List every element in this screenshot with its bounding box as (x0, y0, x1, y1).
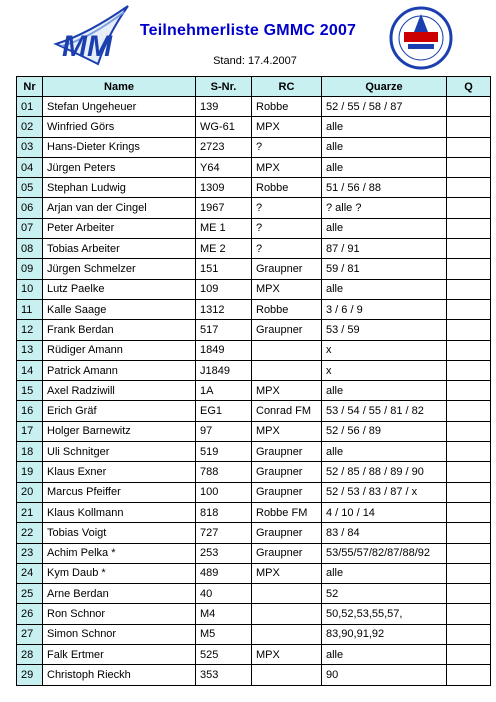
cell-nr: 15 (17, 381, 43, 401)
cell-nr: 20 (17, 482, 43, 502)
cell-nr: 17 (17, 421, 43, 441)
cell-snr: 727 (196, 523, 252, 543)
cell-rc: ? (252, 137, 322, 157)
cell-rc: Robbe (252, 97, 322, 117)
cell-rc: MPX (252, 157, 322, 177)
cell-quarze: 52 / 53 / 83 / 87 / x (322, 482, 447, 502)
table-row (17, 97, 491, 117)
cell-nr: 28 (17, 645, 43, 665)
col-snr: S-Nr. (196, 77, 252, 97)
cell-q (447, 178, 491, 198)
cell-quarze: alle (322, 645, 447, 665)
cell-quarze: 90 (322, 665, 447, 685)
table-row (17, 401, 491, 421)
table-row (17, 218, 491, 238)
cell-rc: Graupner (252, 462, 322, 482)
cell-name: Rüdiger Amann (43, 340, 196, 360)
cell-name: Lutz Paelke (43, 279, 196, 299)
cell-snr: M5 (196, 624, 252, 644)
cell-q (447, 198, 491, 218)
cell-nr: 05 (17, 178, 43, 198)
cell-nr: 23 (17, 543, 43, 563)
cell-rc: Graupner (252, 442, 322, 462)
table-row (17, 381, 491, 401)
cell-quarze: alle (322, 381, 447, 401)
cell-rc (252, 340, 322, 360)
cell-nr: 18 (17, 442, 43, 462)
cell-nr: 10 (17, 279, 43, 299)
cell-rc: Robbe FM (252, 502, 322, 522)
cell-name: Arjan van der Cingel (43, 198, 196, 218)
cell-quarze: 53 / 59 (322, 320, 447, 340)
cell-nr: 07 (17, 218, 43, 238)
cell-name: Falk Ertmer (43, 645, 196, 665)
col-quarze: Quarze (322, 77, 447, 97)
cell-snr: ME 1 (196, 218, 252, 238)
cell-name: Winfried Görs (43, 117, 196, 137)
cell-q (447, 239, 491, 259)
cell-name: Jürgen Schmelzer (43, 259, 196, 279)
table-row (17, 665, 491, 685)
cell-quarze: alle (322, 137, 447, 157)
cell-snr: 818 (196, 502, 252, 522)
table-row (17, 117, 491, 137)
cell-snr: 40 (196, 584, 252, 604)
cell-snr: 525 (196, 645, 252, 665)
cell-nr: 12 (17, 320, 43, 340)
cell-rc: Graupner (252, 320, 322, 340)
cell-quarze: alle (322, 117, 447, 137)
table-row (17, 563, 491, 583)
cell-quarze: 53 / 54 / 55 / 81 / 82 (322, 401, 447, 421)
cell-rc: Conrad FM (252, 401, 322, 421)
cell-rc: MPX (252, 563, 322, 583)
cell-q (447, 279, 491, 299)
cell-name: Simon Schnor (43, 624, 196, 644)
table-row (17, 239, 491, 259)
cell-snr: 788 (196, 462, 252, 482)
cell-rc: ? (252, 218, 322, 238)
cell-quarze: 59 / 81 (322, 259, 447, 279)
cell-nr: 14 (17, 360, 43, 380)
cell-name: Klaus Kollmann (43, 502, 196, 522)
cell-nr: 26 (17, 604, 43, 624)
cell-snr: J1849 (196, 360, 252, 380)
cell-name: Stefan Ungeheuer (43, 97, 196, 117)
cell-snr: 519 (196, 442, 252, 462)
col-q: Q (447, 77, 491, 97)
micro-magic-cup-logo (384, 6, 458, 70)
cell-quarze: 52 / 85 / 88 / 89 / 90 (322, 462, 447, 482)
cell-nr: 19 (17, 462, 43, 482)
table-row (17, 279, 491, 299)
cell-rc: MPX (252, 117, 322, 137)
cell-q (447, 259, 491, 279)
cell-quarze: 87 / 91 (322, 239, 447, 259)
cell-rc: Graupner (252, 523, 322, 543)
cell-snr: 1312 (196, 299, 252, 319)
table-row (17, 198, 491, 218)
cell-snr: M4 (196, 604, 252, 624)
cell-name: Erich Gräf (43, 401, 196, 421)
table-row (17, 320, 491, 340)
table-row (17, 259, 491, 279)
cell-snr: 1849 (196, 340, 252, 360)
table-row (17, 340, 491, 360)
cell-rc (252, 584, 322, 604)
cell-q (447, 624, 491, 644)
cell-snr: 1967 (196, 198, 252, 218)
cell-name: Stephan Ludwig (43, 178, 196, 198)
cell-nr: 24 (17, 563, 43, 583)
cell-q (447, 523, 491, 543)
cell-rc: ? (252, 198, 322, 218)
table-row (17, 360, 491, 380)
logo-letters: MM (62, 30, 112, 63)
cell-nr: 21 (17, 502, 43, 522)
cell-name: Patrick Amann (43, 360, 196, 380)
cell-rc (252, 665, 322, 685)
cell-quarze: x (322, 360, 447, 380)
cell-snr: 139 (196, 97, 252, 117)
table-row (17, 624, 491, 644)
cell-q (447, 584, 491, 604)
cell-nr: 13 (17, 340, 43, 360)
table-row (17, 604, 491, 624)
cell-quarze: 53/55/57/82/87/88/92 (322, 543, 447, 563)
stand-date: Stand: 17.4.2007 (213, 55, 297, 67)
cell-name: Jürgen Peters (43, 157, 196, 177)
cell-nr: 02 (17, 117, 43, 137)
table-row (17, 482, 491, 502)
cell-q (447, 665, 491, 685)
cell-rc: MPX (252, 279, 322, 299)
cell-q (447, 117, 491, 137)
cell-name: Kym Daub * (43, 563, 196, 583)
cell-snr: 1A (196, 381, 252, 401)
cell-rc: Robbe (252, 299, 322, 319)
cell-snr: EG1 (196, 401, 252, 421)
cell-snr: 253 (196, 543, 252, 563)
table-row (17, 137, 491, 157)
table-row (17, 584, 491, 604)
participant-table (16, 76, 491, 686)
cell-name: Uli Schnitger (43, 442, 196, 462)
cell-snr: 151 (196, 259, 252, 279)
cell-quarze: x (322, 340, 447, 360)
cell-name: Peter Arbeiter (43, 218, 196, 238)
cell-rc: Graupner (252, 482, 322, 502)
cell-q (447, 299, 491, 319)
cell-rc: ? (252, 239, 322, 259)
cell-rc: MPX (252, 381, 322, 401)
cell-name: Hans-Dieter Krings (43, 137, 196, 157)
cell-q (447, 381, 491, 401)
cell-nr: 25 (17, 584, 43, 604)
cell-name: Axel Radziwill (43, 381, 196, 401)
cell-name: Tobias Voigt (43, 523, 196, 543)
cell-quarze: 83,90,91,92 (322, 624, 447, 644)
cell-rc (252, 624, 322, 644)
cell-quarze: alle (322, 157, 447, 177)
table-row (17, 645, 491, 665)
cell-nr: 11 (17, 299, 43, 319)
cell-q (447, 401, 491, 421)
cell-quarze: 52 (322, 584, 447, 604)
col-name: Name (43, 77, 196, 97)
cell-q (447, 137, 491, 157)
table-header (17, 77, 491, 97)
cell-rc (252, 604, 322, 624)
table-row (17, 178, 491, 198)
cell-snr: ME 2 (196, 239, 252, 259)
cell-q (447, 340, 491, 360)
cell-quarze: alle (322, 279, 447, 299)
cell-quarze: 50,52,53,55,57, (322, 604, 447, 624)
cell-rc (252, 360, 322, 380)
cell-rc: Robbe (252, 178, 322, 198)
cell-quarze: 52 / 55 / 58 / 87 (322, 97, 447, 117)
cell-snr: 1309 (196, 178, 252, 198)
cell-snr: 100 (196, 482, 252, 502)
cell-quarze: alle (322, 563, 447, 583)
cell-snr: 109 (196, 279, 252, 299)
cell-name: Christoph Rieckh (43, 665, 196, 685)
cell-q (447, 482, 491, 502)
cell-name: Kalle Saage (43, 299, 196, 319)
cell-name: Holger Barnewitz (43, 421, 196, 441)
col-nr: Nr (17, 77, 43, 97)
cell-nr: 27 (17, 624, 43, 644)
cell-q (447, 320, 491, 340)
cell-rc: Graupner (252, 543, 322, 563)
cell-quarze: alle (322, 218, 447, 238)
cell-quarze: 51 / 56 / 88 (322, 178, 447, 198)
col-rc: RC (252, 77, 322, 97)
cell-nr: 16 (17, 401, 43, 421)
cell-q (447, 157, 491, 177)
cell-q (447, 563, 491, 583)
cell-snr: 2723 (196, 137, 252, 157)
cell-nr: 09 (17, 259, 43, 279)
cell-rc: MPX (252, 645, 322, 665)
cell-nr: 06 (17, 198, 43, 218)
cell-q (447, 502, 491, 522)
table-row (17, 462, 491, 482)
cell-name: Ron Schnor (43, 604, 196, 624)
cell-q (447, 543, 491, 563)
cell-quarze: 3 / 6 / 9 (322, 299, 447, 319)
cell-snr: WG-61 (196, 117, 252, 137)
cell-nr: 22 (17, 523, 43, 543)
cell-quarze: 52 / 56 / 89 (322, 421, 447, 441)
cell-q (447, 604, 491, 624)
cell-q (447, 645, 491, 665)
cell-snr: 489 (196, 563, 252, 583)
cell-rc: Graupner (252, 259, 322, 279)
table-row (17, 502, 491, 522)
cell-q (447, 442, 491, 462)
cell-q (447, 218, 491, 238)
cell-nr: 01 (17, 97, 43, 117)
cell-nr: 29 (17, 665, 43, 685)
cell-quarze: 4 / 10 / 14 (322, 502, 447, 522)
cell-q (447, 462, 491, 482)
cell-q (447, 360, 491, 380)
cell-name: Tobias Arbeiter (43, 239, 196, 259)
cell-quarze: ? alle ? (322, 198, 447, 218)
cell-nr: 08 (17, 239, 43, 259)
cell-name: Achim Pelka * (43, 543, 196, 563)
cell-q (447, 421, 491, 441)
table-row (17, 299, 491, 319)
table-row (17, 157, 491, 177)
cell-snr: 517 (196, 320, 252, 340)
table-row (17, 421, 491, 441)
cell-name: Arne Berdan (43, 584, 196, 604)
cell-nr: 04 (17, 157, 43, 177)
cell-name: Marcus Pfeiffer (43, 482, 196, 502)
cell-quarze: alle (322, 442, 447, 462)
table-row (17, 442, 491, 462)
cell-snr: 353 (196, 665, 252, 685)
page-title: Teilnehmerliste GMMC 2007 (139, 22, 357, 39)
gmmc-logo (48, 4, 134, 68)
cell-name: Frank Berdan (43, 320, 196, 340)
cell-quarze: 83 / 84 (322, 523, 447, 543)
cell-q (447, 97, 491, 117)
cell-rc: MPX (252, 421, 322, 441)
cell-snr: 97 (196, 421, 252, 441)
cell-name: Klaus Exner (43, 462, 196, 482)
cell-snr: Y64 (196, 157, 252, 177)
table-row (17, 543, 491, 563)
table-row (17, 523, 491, 543)
cell-nr: 03 (17, 137, 43, 157)
